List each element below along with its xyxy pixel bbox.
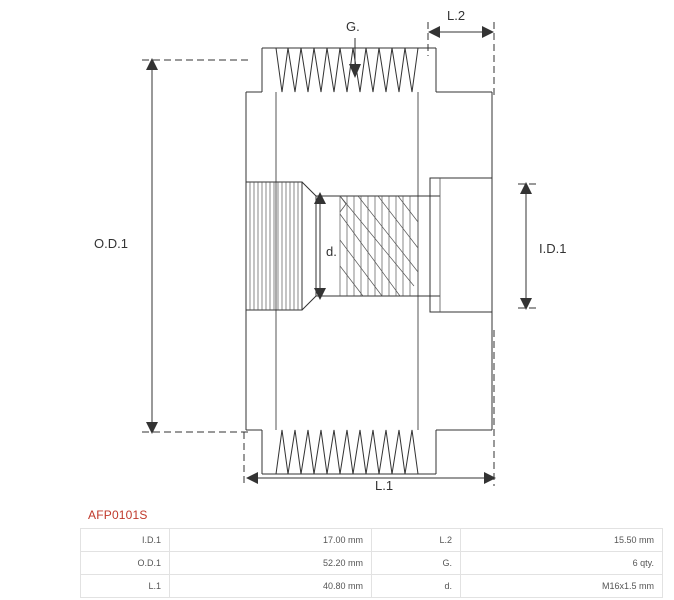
table-row <box>81 529 663 552</box>
dimension-label-l1: L.1 <box>375 478 394 493</box>
spec-label-l2: L.2 <box>372 529 461 552</box>
table-row <box>81 575 663 598</box>
spec-label-l1: L.1 <box>81 575 170 598</box>
specifications-table <box>80 528 663 598</box>
spec-value-id1: 17.00 mm <box>170 529 372 552</box>
part-code: AFP0101S <box>88 508 148 522</box>
spec-label-g: G. <box>372 552 461 575</box>
dimension-label-l2: L.2 <box>447 8 466 23</box>
specification-area <box>80 508 654 598</box>
dimension-label-id1: I.D.1 <box>539 241 567 256</box>
table-row <box>81 552 663 575</box>
dimension-label-g: G. <box>346 19 360 34</box>
spec-value-g: 6 qty. <box>461 552 663 575</box>
spec-label-d: d. <box>372 575 461 598</box>
dimension-label-od1: O.D.1 <box>94 236 128 251</box>
spec-value-l1: 40.80 mm <box>170 575 372 598</box>
spec-value-od1: 52.20 mm <box>170 552 372 575</box>
spec-value-l2: 15.50 mm <box>461 529 663 552</box>
spec-label-id1: I.D.1 <box>81 529 170 552</box>
dimension-label-d: d. <box>326 244 337 259</box>
spec-label-od1: O.D.1 <box>81 552 170 575</box>
spec-value-d: M16x1.5 mm <box>461 575 663 598</box>
